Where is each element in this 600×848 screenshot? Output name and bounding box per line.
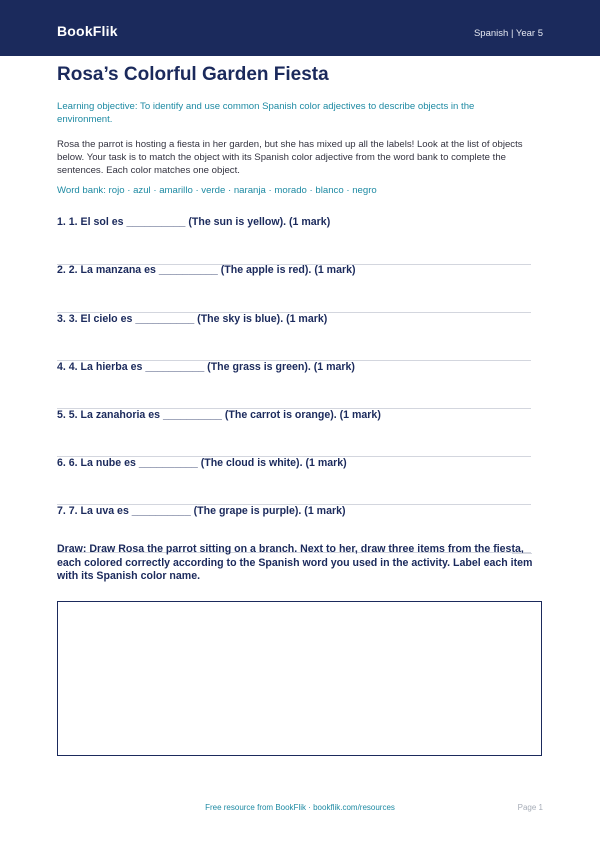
answer-line[interactable] xyxy=(57,317,531,365)
question-text: 6. 6. La nube es __________ (The cloud is white). (1 mark) xyxy=(57,457,347,469)
brand-logo-text: BookFlik xyxy=(57,23,118,39)
page-number: Page 1 xyxy=(517,803,543,812)
footer-credit: Free resource from BookFlik · bookflik.com/resources xyxy=(205,803,395,812)
question-text: 2. 2. La manzana es __________ (The apple is red). (1 mark) xyxy=(57,264,356,276)
subject-year-label: Spanish | Year 5 xyxy=(473,28,543,39)
answer-line[interactable] xyxy=(57,461,531,509)
answer-line[interactable] xyxy=(57,269,531,317)
draw-answer-line xyxy=(512,553,532,554)
word-bank: Word bank: rojo · azul · amarillo · verde · naranja · morado · blanco · negro xyxy=(57,185,377,196)
learning-objective: Learning objective: To identify and use common Spanish color adjectives to describe objects in the environment. xyxy=(57,101,475,125)
intro-paragraph: Rosa the parrot is hosting a fiesta in her garden, but she has mixed up all the labels! Look at the list of objects below. Your task is to match the object with its Spanish color adjective from the word bank to complete the sentences. Each color matches one object. xyxy=(57,139,523,176)
answer-line[interactable] xyxy=(57,221,531,269)
page-header xyxy=(0,0,600,56)
question-text: 1. 1. El sol es __________ (The sun is yellow). (1 mark) xyxy=(57,216,331,228)
question-text: 7. 7. La uva es __________ (The grape is purple). (1 mark) xyxy=(57,505,346,517)
answer-line[interactable] xyxy=(57,413,531,461)
drawing-area[interactable] xyxy=(57,601,542,756)
page-title: Rosa’s Colorful Garden Fiesta xyxy=(57,64,329,85)
question-text: 4. 4. La hierba es __________ (The grass is green). (1 mark) xyxy=(57,361,355,373)
answer-line[interactable] xyxy=(57,365,531,413)
question-text: 3. 3. El cielo es __________ (The sky is blue). (1 mark) xyxy=(57,313,328,325)
question-text: 5. 5. La zanahoria es __________ (The carrot is orange). (1 mark) xyxy=(57,409,381,421)
draw-instructions: Draw: Draw Rosa the parrot sitting on a branch. Next to her, draw three items from the fiesta, each colored correctly according to the Spanish word you used in the activity. Label each item with its Spanish color name. xyxy=(57,543,533,582)
